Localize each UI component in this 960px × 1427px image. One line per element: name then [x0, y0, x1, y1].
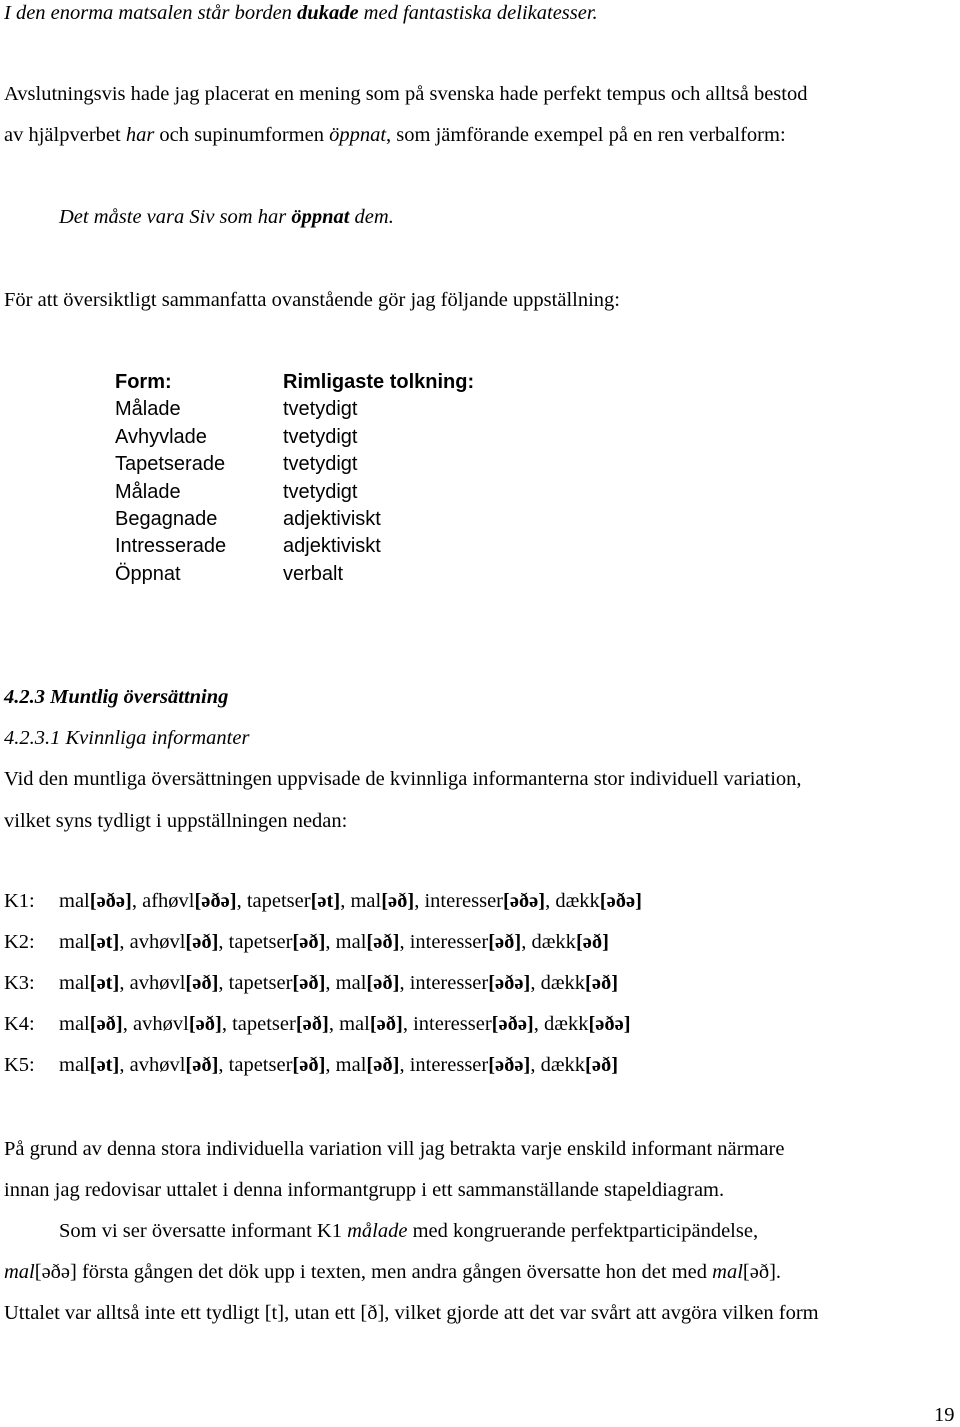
word-stem: , tapetser	[221, 1013, 296, 1035]
word-stem: mal	[59, 972, 90, 994]
pronunciation-ending: [əðə]	[89, 890, 132, 912]
pronunciation-ending: [əðə]	[503, 890, 546, 912]
word-stem: , tapetser	[218, 972, 293, 994]
word-stem: , interesser	[399, 1054, 489, 1076]
pronunciation-ending: [əð]	[366, 931, 400, 953]
pronunciation-ending: [əð]	[585, 972, 619, 994]
pronunciation-ending: [əð]	[89, 1013, 123, 1035]
word-stem: , avhøvl	[119, 1054, 186, 1076]
pronunciation-ending: [əð]	[366, 1054, 400, 1076]
word-stem: , afhøvl	[131, 890, 195, 912]
header-form: Form:	[115, 371, 172, 393]
paragraph-k1-line2: mal[əðə] första gången det dök upp i texten, men andra gången översatte hon det med mal[əð].	[4, 1261, 782, 1283]
informant-transcription	[59, 889, 642, 913]
informant-label: K4:	[4, 1013, 35, 1035]
word-stem: , interesser	[399, 931, 489, 953]
word-stem: , avhøvl	[122, 1013, 189, 1035]
pronunciation-ending: [əð]	[585, 1054, 619, 1076]
informant-transcription	[59, 1012, 631, 1036]
paragraph-variation-line1: På grund av denna stora individuella variation vill jag betrakta varje enskild informant närmare	[4, 1138, 785, 1160]
pronunciation-ending: [əð]	[369, 1013, 403, 1035]
word-stem: mal	[59, 1013, 90, 1035]
word-stem: , mal	[325, 972, 367, 994]
word-stem: , interesser	[402, 1013, 492, 1035]
example-sentence: Det måste vara Siv som har öppnat dem.	[59, 206, 394, 228]
pronunciation-ending: [əð]	[295, 1013, 329, 1035]
pronunciation-ending: [əð]	[292, 931, 326, 953]
word-stem: , dækk	[533, 1013, 589, 1035]
word-stem: mal	[59, 931, 90, 953]
pronunciation-ending: [əð]	[575, 931, 609, 953]
informant-transcription	[59, 930, 609, 954]
paragraph-matsalen: I den enorma matsalen står borden dukade med fantastiska delikatesser.	[4, 2, 598, 24]
paragraph-k1-line1: Som vi ser översatte informant K1 målade med kongruerande perfektparticipändelse,	[59, 1220, 759, 1242]
word-stem: mal	[59, 1054, 90, 1076]
paragraph-muntliga-line1: Vid den muntliga översättningen uppvisade de kvinnliga informanterna stor individuell variation,	[4, 768, 802, 790]
pronunciation-ending: [ət]	[89, 1054, 120, 1076]
paragraph-k1-line3: Uttalet var alltså inte ett tydligt [t], utan ett [ð], vilket gjorde att det var svårt att avgöra vilken form	[4, 1302, 819, 1324]
pronunciation-ending: [əðə]	[588, 1013, 631, 1035]
pronunciation-ending: [ət]	[89, 931, 120, 953]
paragraph-muntliga-line2: vilket syns tydligt i uppställningen nedan:	[4, 810, 348, 832]
subsection-heading-4-2-3-1: 4.2.3.1 Kvinnliga informanter	[4, 727, 250, 749]
page-number: 19	[934, 1404, 955, 1426]
word-stem: , dækk	[530, 972, 586, 994]
pronunciation-ending: [əðə]	[194, 890, 237, 912]
word-stem: , tapetser	[236, 890, 311, 912]
word-stem: mal	[59, 890, 90, 912]
pronunciation-ending: [əð]	[185, 1054, 219, 1076]
paragraph-sammanfatta: För att översiktligt sammanfatta ovanstående gör jag följande uppställning:	[4, 289, 620, 311]
header-tolkning: Rimligaste tolkning:	[283, 371, 475, 393]
word-stem: , avhøvl	[119, 972, 186, 994]
word-stem: , tapetser	[218, 1054, 293, 1076]
word-stem: , avhøvl	[119, 931, 186, 953]
word-stem: , interesser	[399, 972, 489, 994]
word-stem: , dækk	[530, 1054, 586, 1076]
word-stem: , dækk	[545, 890, 600, 912]
pronunciation-ending: [əðə]	[488, 972, 531, 994]
pronunciation-ending: [əð]	[381, 890, 415, 912]
pronunciation-ending: [ət]	[310, 890, 341, 912]
pronunciation-ending: [əðə]	[488, 1054, 531, 1076]
pronunciation-ending: [əð]	[366, 972, 400, 994]
informant-label: K3:	[4, 972, 35, 994]
word-stem: , mal	[328, 1013, 370, 1035]
pronunciation-ending: [əð]	[185, 972, 219, 994]
word-stem: , interesser	[414, 890, 503, 912]
pronunciation-ending: [əð]	[488, 931, 522, 953]
pronunciation-ending: [əð]	[185, 931, 219, 953]
word-stem: , mal	[325, 1054, 367, 1076]
word-stem: , dækk	[521, 931, 576, 953]
section-heading-4-2-3: 4.2.3 Muntlig översättning	[4, 686, 229, 708]
informant-label: K1:	[4, 890, 35, 912]
pronunciation-ending: [əðə]	[491, 1013, 534, 1035]
pronunciation-ending: [əð]	[292, 1054, 326, 1076]
pronunciation-ending: [ət]	[89, 972, 120, 994]
paragraph-avslutningsvis-line1: Avslutningsvis hade jag placerat en mening som på svenska hade perfekt tempus och alltså bestod	[4, 83, 808, 105]
word-stem: , mal	[340, 890, 382, 912]
paragraph-avslutningsvis-line2: av hjälpverbet har och supinumformen öppnat, som jämförande exempel på en ren verbalform:	[4, 124, 786, 146]
pronunciation-ending: [əðə]	[599, 890, 642, 912]
informant-transcription	[59, 971, 618, 995]
informant-transcription	[59, 1053, 618, 1077]
word-stem: , tapetser	[218, 931, 293, 953]
pronunciation-ending: [əð]	[292, 972, 326, 994]
informant-label: K5:	[4, 1054, 35, 1076]
word-stem: , mal	[325, 931, 367, 953]
pronunciation-ending: [əð]	[188, 1013, 222, 1035]
informant-label: K2:	[4, 931, 35, 953]
paragraph-variation-line2: innan jag redovisar uttalet i denna informantgrupp i ett sammanställande stapeldiagram.	[4, 1179, 725, 1201]
